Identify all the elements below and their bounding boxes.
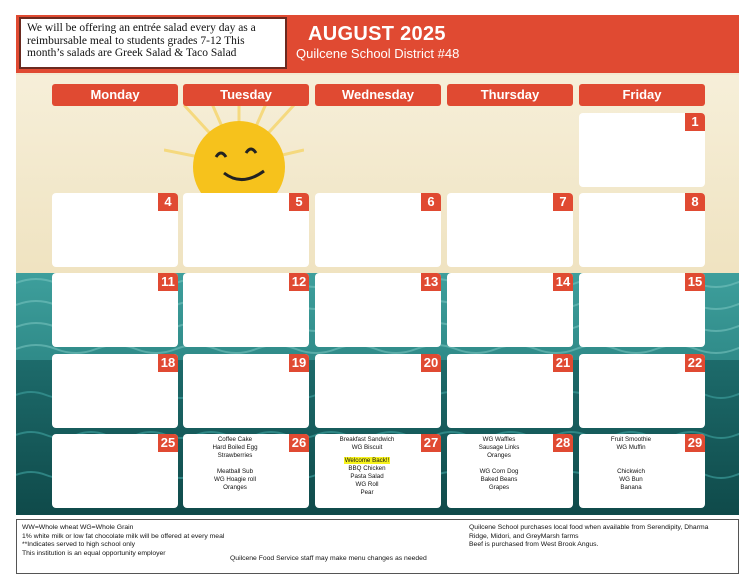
day-cell-18 bbox=[52, 354, 178, 428]
calendar-page bbox=[16, 15, 739, 515]
day-cell-19 bbox=[183, 354, 309, 428]
day-number: 19 bbox=[289, 354, 309, 372]
day-cell-14 bbox=[447, 273, 573, 347]
footer-line: Beef is purchased from West Brook Angus. bbox=[469, 541, 599, 548]
menu-item: BBQ Chicken bbox=[348, 465, 386, 472]
day-number: 20 bbox=[421, 354, 441, 372]
day-number: 26 bbox=[289, 434, 309, 452]
day-number: 18 bbox=[158, 354, 178, 372]
month-title: AUGUST 2025 bbox=[308, 23, 446, 45]
day-cell-15 bbox=[579, 273, 705, 347]
menu-item: Pasta Salad bbox=[350, 473, 384, 480]
day-number: 22 bbox=[685, 354, 705, 372]
footer-left bbox=[22, 524, 224, 558]
welcome-back-banner: Welcome Back!! bbox=[344, 457, 390, 464]
menu-item: Chickwich bbox=[617, 468, 645, 475]
weekday-tuesday: Tuesday bbox=[183, 84, 309, 106]
footer-right bbox=[469, 524, 709, 550]
day-number: 29 bbox=[685, 434, 705, 452]
menu-item: WG Roll bbox=[355, 481, 379, 488]
day-cell-5 bbox=[183, 193, 309, 267]
day-number: 5 bbox=[289, 193, 309, 211]
footer-line: 1% white milk or low fat chocolate milk will be offered at every meal bbox=[22, 532, 225, 540]
menu-item: Meatball Sub bbox=[216, 468, 254, 475]
weekday-monday: Monday bbox=[52, 84, 178, 106]
footer-line: This institution is an equal opportunity employer bbox=[22, 549, 166, 557]
menu-item: Oranges bbox=[487, 452, 511, 459]
menu-item: Hard Boiled Egg bbox=[212, 444, 258, 451]
day-cell-25 bbox=[52, 434, 178, 508]
weekday-thursday: Thursday bbox=[447, 84, 573, 106]
day-number: 8 bbox=[685, 193, 705, 211]
day-cell-26 bbox=[183, 434, 309, 508]
day-cell-8 bbox=[579, 193, 705, 267]
menu-item: Coffee Cake bbox=[217, 436, 253, 443]
day-cell-1 bbox=[579, 113, 705, 187]
menu-29 bbox=[579, 436, 683, 492]
menu-item: WG Waffles bbox=[482, 436, 516, 443]
day-number: 14 bbox=[553, 273, 573, 291]
menu-item: WG Corn Dog bbox=[479, 468, 519, 475]
menu-item: WG Bun bbox=[619, 476, 643, 483]
day-number: 25 bbox=[158, 434, 178, 452]
footer-notes bbox=[16, 519, 739, 574]
weekday-wednesday: Wednesday bbox=[315, 84, 441, 106]
menu-item: WG Hoagie roll bbox=[214, 476, 256, 483]
day-number: 12 bbox=[289, 273, 309, 291]
day-number: 15 bbox=[685, 273, 705, 291]
menu-item: Oranges bbox=[223, 484, 247, 491]
day-number: 28 bbox=[553, 434, 573, 452]
weekday-friday: Friday bbox=[579, 84, 705, 106]
day-cell-7 bbox=[447, 193, 573, 267]
day-cell-21 bbox=[447, 354, 573, 428]
menu-item: Fruit Smoothie bbox=[610, 436, 652, 443]
day-number: 1 bbox=[685, 113, 705, 131]
day-cell-20 bbox=[315, 354, 441, 428]
day-cell-28 bbox=[447, 434, 573, 508]
menu-item: Strawberries bbox=[217, 452, 253, 459]
day-cell-13 bbox=[315, 273, 441, 347]
footer-line: **Indicates served to high school only bbox=[22, 541, 135, 548]
menu-item: WG Muffin bbox=[616, 444, 646, 451]
menu-item: Banana bbox=[620, 484, 642, 491]
menu-item: Grapes bbox=[488, 484, 510, 491]
footer-menu-changes: Quilcene Food Service staff may make menu changes as needed bbox=[230, 555, 427, 562]
day-number: 27 bbox=[421, 434, 441, 452]
day-cell-22 bbox=[579, 354, 705, 428]
menu-item: Sausage Links bbox=[478, 444, 520, 451]
day-number: 7 bbox=[553, 193, 573, 211]
day-number: 11 bbox=[158, 273, 178, 291]
menu-26 bbox=[183, 436, 287, 492]
day-number: 13 bbox=[421, 273, 441, 291]
menu-item: WG Biscuit bbox=[351, 444, 383, 451]
menu-item: Baked Beans bbox=[480, 476, 518, 483]
footer-line: Quilcene School purchases local food when available from Serendipity, Dharma Ridge, Midori, and GreyMarsh farms bbox=[469, 524, 709, 540]
day-number: 4 bbox=[158, 193, 178, 211]
menu-28 bbox=[447, 436, 551, 492]
salad-note: We will be offering an entrée salad every day as a reimbursable meal to students grades 7-12 This month’s salads are Greek Salad & Taco Salad bbox=[19, 17, 287, 69]
day-cell-29 bbox=[579, 434, 705, 508]
day-cell-12 bbox=[183, 273, 309, 347]
footer-line: WW=Whole wheat WG=Whole Grain bbox=[22, 524, 134, 531]
day-cell-4 bbox=[52, 193, 178, 267]
menu-27 bbox=[315, 436, 419, 497]
day-cell-27 bbox=[315, 434, 441, 508]
day-cell-6 bbox=[315, 193, 441, 267]
day-number: 6 bbox=[421, 193, 441, 211]
menu-item: Pear bbox=[360, 489, 374, 496]
day-cell-11 bbox=[52, 273, 178, 347]
district-subtitle: Quilcene School District #48 bbox=[296, 46, 460, 61]
menu-item: Breakfast Sandwich bbox=[339, 436, 395, 443]
day-number: 21 bbox=[553, 354, 573, 372]
smiling-sun-icon bbox=[164, 95, 304, 205]
